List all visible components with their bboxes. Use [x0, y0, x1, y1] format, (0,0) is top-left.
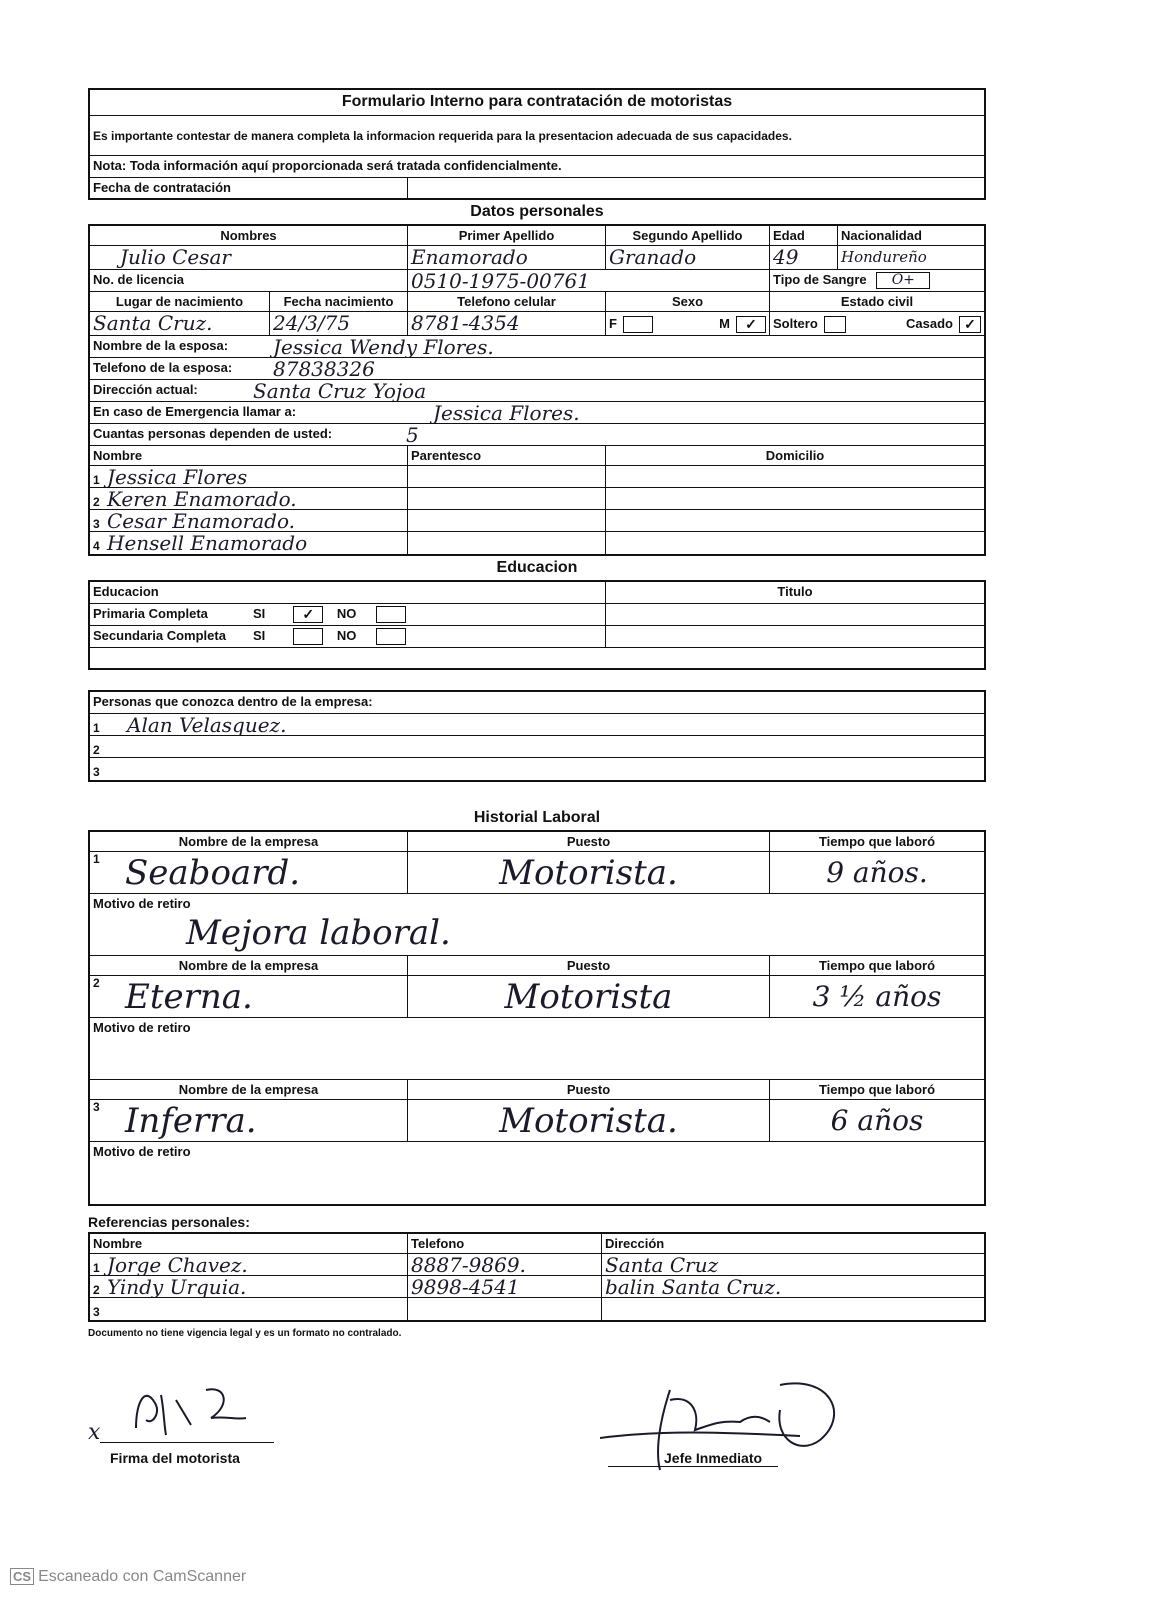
sexo-label: Sexo [606, 292, 770, 311]
referencia-nombre-cell[interactable] [90, 1254, 408, 1275]
empresa-cell[interactable] [90, 852, 408, 893]
empresa-cell[interactable] [90, 976, 408, 1017]
tiempo-header: Tiempo que laboró [818, 834, 936, 849]
dependiente-domicilio-header: Domicilio [765, 448, 825, 463]
firma-x-mark: x [88, 1420, 101, 1445]
referencia-nombre-cell[interactable] [90, 1298, 408, 1320]
tel-esposa-label: Telefono de la esposa: [93, 360, 233, 375]
camscanner-logo-icon: CS [10, 1568, 34, 1585]
nacionalidad-field[interactable]: Hondureño [841, 248, 927, 266]
referencia-nombre: Yindy Urquia. [107, 1276, 247, 1297]
dependiente-domicilio-cell[interactable] [606, 510, 984, 531]
row-number: 3 [93, 517, 100, 531]
datos-personales-title: Datos personales [470, 203, 604, 220]
referencia-direccion[interactable] [602, 1298, 984, 1320]
fecha-contratacion-field[interactable] [408, 178, 984, 198]
row-number: 1 [93, 721, 100, 735]
empresa-value: Inferra. [125, 1101, 257, 1141]
tiempo-header: Tiempo que laboró [818, 958, 936, 973]
primer-apellido-label: Primer Apellido [408, 226, 606, 245]
historial-job-row [90, 976, 984, 1018]
primaria-no-label: NO [336, 606, 357, 621]
historial-table [88, 830, 986, 1206]
conocidos-label: Personas que conozca dentro de la empresa: [93, 694, 373, 709]
referencia-direccion[interactable]: balin Santa Cruz. [605, 1276, 782, 1297]
dependiente-nombre-cell[interactable] [90, 510, 408, 531]
dependiente-parentesco-cell[interactable] [408, 510, 606, 531]
table-row [90, 1254, 984, 1276]
tel-esposa-field[interactable]: 87838326 [273, 358, 375, 379]
firma-motorista-label: Firma del motorista [110, 1450, 240, 1466]
referencia-direccion-header: Dirección [605, 1236, 665, 1251]
dependiente-domicilio-cell[interactable] [606, 488, 984, 509]
primaria-label: Primaria Completa [93, 606, 208, 621]
nacionalidad-label: Nacionalidad [841, 228, 922, 243]
educacion-label: Educacion [90, 582, 606, 603]
referencia-telefono[interactable]: 8887-9869. [408, 1254, 602, 1275]
empresa-header: Nombre de la empresa [90, 832, 408, 851]
referencia-nombre-header: Nombre [90, 1234, 408, 1253]
lugar-nacimiento-field[interactable]: Santa Cruz. [90, 312, 270, 335]
secundaria-titulo-field[interactable] [606, 626, 984, 647]
puesto-header: Puesto [408, 832, 770, 851]
disclaimer-text: Documento no tiene vigencia legal y es un formato no contralado. [88, 1328, 402, 1339]
motivo-row [90, 1018, 984, 1080]
nombres-field[interactable]: Julio Cesar [90, 246, 408, 269]
secundaria-no-label: NO [336, 628, 357, 643]
soltero-label: Soltero [773, 315, 818, 331]
primaria-row [90, 604, 606, 625]
firma-motorista-signature [116, 1380, 276, 1440]
dependiente-parentesco-header: Parentesco [408, 446, 606, 465]
historial-header-row [90, 1080, 984, 1100]
historial-title: Historial Laboral [473, 809, 601, 826]
row-number: 1 [93, 1261, 100, 1275]
segundo-apellido-field[interactable]: Granado [606, 246, 770, 269]
row-number: 2 [93, 1283, 100, 1297]
dependiente-nombre-cell[interactable] [90, 466, 408, 487]
conocido-cell[interactable] [90, 758, 984, 780]
sexo-m-label: M [719, 315, 730, 331]
firma-jefe-area [600, 1370, 860, 1480]
telefono-celular-label: Telefono celular [408, 292, 606, 311]
dependiente-nombre-header: Nombre [90, 446, 408, 465]
referencia-nombre: Jorge Chavez. [107, 1254, 248, 1275]
telefono-celular-field[interactable]: 8781-4354 [408, 312, 606, 335]
dependiente-parentesco-cell[interactable] [408, 532, 606, 554]
conocidos-table [88, 690, 986, 782]
secundaria-no-checkbox[interactable] [376, 628, 406, 645]
licencia-field[interactable]: 0510-1975-00761 [408, 270, 770, 291]
table-row [90, 736, 984, 758]
historial-job-row [90, 852, 984, 894]
casado-label: Casado [906, 315, 953, 331]
dependiente-domicilio-cell[interactable] [606, 466, 984, 487]
fecha-nacimiento-field[interactable]: 24/3/75 [270, 312, 408, 335]
motivo-label: Motivo de retiro [93, 1020, 191, 1035]
puesto-header: Puesto [408, 956, 770, 975]
row-number: 3 [93, 765, 100, 779]
referencia-direccion[interactable]: Santa Cruz [605, 1254, 719, 1275]
motivo-label: Motivo de retiro [93, 1144, 191, 1159]
puesto-value[interactable]: Motorista [408, 976, 770, 1017]
table-row [90, 714, 984, 736]
firma-jefe-label: Jefe Inmediato [664, 1450, 763, 1466]
motivo-value[interactable]: Mejora laboral. [186, 913, 451, 953]
empresa-header: Nombre de la empresa [90, 1080, 408, 1099]
secundaria-label: Secundaria Completa [93, 628, 226, 643]
dependientes-list [90, 466, 984, 554]
form-note: Nota: Toda información aquí proporcionada será tratada confidencialmente. [93, 158, 562, 173]
edad-label: Edad [770, 226, 838, 245]
motivo-row [90, 1142, 984, 1204]
casado-checkbox[interactable]: ✓ [959, 316, 981, 333]
direccion-label: Dirección actual: [93, 382, 198, 397]
secundaria-row [90, 626, 606, 647]
empresa-header: Nombre de la empresa [90, 956, 408, 975]
row-number: 2 [93, 743, 100, 757]
row-number: 4 [93, 539, 100, 553]
motivo-label: Motivo de retiro [93, 896, 191, 911]
dependiente-nombre-cell[interactable] [90, 488, 408, 509]
row-number: 1 [93, 852, 100, 866]
edad-field[interactable]: 49 [770, 246, 838, 269]
empresa-value: Eterna. [125, 977, 253, 1017]
tiempo-value[interactable]: 6 años [830, 1104, 924, 1137]
historial-header-row [90, 956, 984, 976]
estado-civil-label: Estado civil [840, 294, 914, 309]
primaria-no-checkbox[interactable] [376, 606, 406, 623]
titulo-label: Titulo [777, 584, 813, 599]
dependiente-nombre-cell[interactable] [90, 532, 408, 554]
lugar-nacimiento-label: Lugar de nacimiento [90, 292, 270, 311]
tipo-sangre-label: Tipo de Sangre [773, 272, 867, 287]
esposa-field[interactable]: Jessica Wendy Flores. [273, 336, 494, 357]
sexo-options [606, 312, 770, 335]
dependiente-nombre: Jessica Flores [107, 466, 248, 487]
sexo-f-checkbox[interactable] [623, 316, 653, 333]
referencia-nombre-cell[interactable] [90, 1276, 408, 1297]
segundo-apellido-label: Segundo Apellido [606, 226, 770, 245]
camscanner-text: Escaneado con CamScanner [38, 1568, 247, 1585]
primaria-si-label: SI [253, 606, 266, 621]
puesto-value[interactable]: Motorista. [408, 852, 770, 893]
emergencia-field[interactable]: Jessica Flores. [433, 402, 580, 423]
referencias-label: Referencias personales: [88, 1214, 250, 1230]
referencias-list [90, 1254, 984, 1320]
dependen-label: Cuantas personas dependen de usted: [93, 426, 333, 441]
secundaria-si-label: SI [253, 628, 266, 643]
conocido-cell[interactable] [90, 736, 984, 757]
fecha-contratacion-label: Fecha de contratación [90, 178, 408, 198]
referencias-table [88, 1232, 986, 1322]
tiempo-header: Tiempo que laboró [818, 1082, 936, 1097]
dependiente-nombre: Cesar Enamorado. [107, 510, 295, 531]
secundaria-si-checkbox[interactable] [293, 628, 323, 645]
soltero-checkbox[interactable] [824, 316, 846, 333]
firma-motorista-area [86, 1380, 286, 1470]
puesto-value[interactable]: Motorista. [408, 1100, 770, 1141]
row-number: 1 [93, 473, 100, 487]
table-row [90, 488, 984, 510]
dependiente-domicilio-cell[interactable] [606, 532, 984, 554]
dependiente-nombre: Keren Enamorado. [107, 488, 297, 509]
educacion-table [88, 580, 986, 670]
tiempo-value[interactable]: 9 años. [826, 856, 928, 889]
form-intro: Es importante contestar de manera completa la informacion requerida para la presentacion adecuada de sus capacidades. [93, 128, 792, 143]
referencia-telefono[interactable]: 9898-4541 [408, 1276, 602, 1297]
tipo-sangre-field[interactable]: O+ [876, 272, 930, 289]
form-title: Formulario Interno para contratación de motoristas [341, 93, 733, 110]
datos-personales-table [88, 224, 986, 556]
empresa-cell[interactable] [90, 1100, 408, 1141]
educacion-title: Educacion [496, 559, 578, 576]
historial-header-row [90, 832, 984, 852]
tipo-sangre-cell [770, 270, 984, 291]
conocidos-list [90, 714, 984, 780]
camscanner-footer [10, 1568, 246, 1586]
row-number: 2 [93, 976, 100, 990]
dependen-field[interactable]: 5 [406, 424, 419, 445]
educacion-extra-row[interactable] [90, 648, 984, 668]
row-number: 2 [93, 495, 100, 509]
puesto-header: Puesto [408, 1080, 770, 1099]
table-row [90, 758, 984, 780]
dependiente-parentesco-cell[interactable] [408, 488, 606, 509]
sexo-f-label: F [609, 315, 617, 331]
tiempo-value[interactable]: 3 ½ años [812, 980, 942, 1013]
table-row [90, 510, 984, 532]
referencia-telefono[interactable] [408, 1298, 602, 1320]
form-header [88, 88, 986, 200]
conocido-cell[interactable] [90, 714, 984, 735]
row-number: 3 [93, 1100, 100, 1114]
table-row [90, 1298, 984, 1320]
emergencia-label: En caso de Emergencia llamar a: [93, 404, 297, 419]
dependiente-nombre: Hensell Enamorado [107, 532, 308, 554]
historial-job-row [90, 1100, 984, 1142]
table-row [90, 532, 984, 554]
referencia-telefono-header: Telefono [408, 1234, 602, 1253]
direccion-field[interactable]: Santa Cruz Yojoa [253, 380, 427, 401]
row-number: 3 [93, 1305, 100, 1319]
primaria-si-checkbox[interactable]: ✓ [293, 606, 323, 623]
table-row [90, 1276, 984, 1298]
primaria-titulo-field[interactable] [606, 604, 984, 625]
estado-civil-options [770, 312, 984, 335]
licencia-label: No. de licencia [90, 270, 408, 291]
dependiente-parentesco-cell[interactable] [408, 466, 606, 487]
sexo-m-checkbox[interactable]: ✓ [736, 316, 766, 333]
primer-apellido-field[interactable]: Enamorado [408, 246, 606, 269]
motivo-row [90, 894, 984, 956]
form-sheet [88, 88, 986, 1339]
table-row [90, 466, 984, 488]
conocido-nombre: Alan Velasquez. [127, 714, 287, 735]
empresa-value: Seaboard. [125, 853, 301, 893]
fecha-nacimiento-label: Fecha nacimiento [270, 292, 408, 311]
esposa-label: Nombre de la esposa: [93, 338, 229, 353]
nombres-label: Nombres [90, 226, 408, 245]
